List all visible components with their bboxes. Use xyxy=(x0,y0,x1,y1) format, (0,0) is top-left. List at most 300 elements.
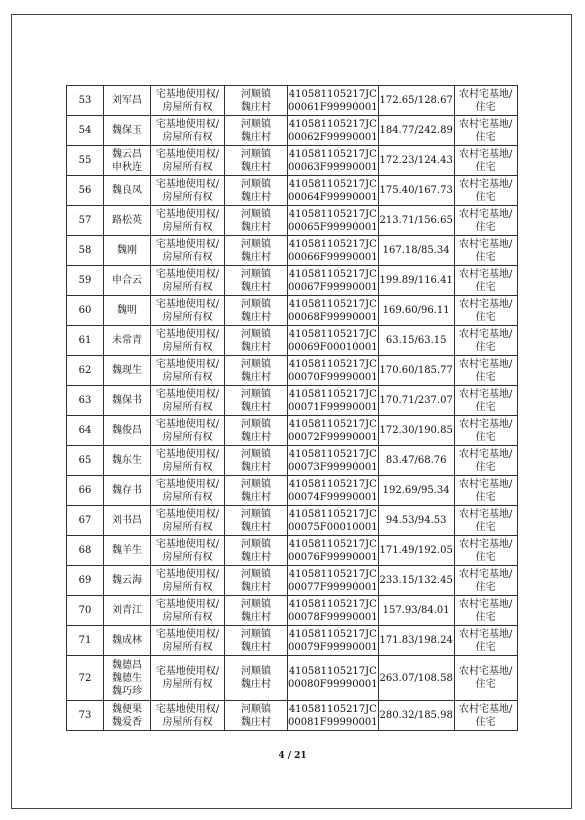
land-use-cell-line: 住宅 xyxy=(475,281,496,293)
page-number: 4 / 21 xyxy=(278,751,307,761)
owner-name-cell-line: 申秋连 xyxy=(112,161,142,173)
land-use-cell-line: 农村宅基地/ xyxy=(458,268,513,280)
parcel-code-cell-line: 410581105217JC xyxy=(288,298,377,310)
parcel-code-cell xyxy=(288,206,379,236)
table-row xyxy=(67,386,518,416)
right-type-cell-line: 房屋所有权 xyxy=(162,581,213,593)
right-type-cell xyxy=(151,356,225,386)
location-cell-line: 魏庄村 xyxy=(241,251,271,263)
area-cell: 170.60/185.77 xyxy=(378,356,454,386)
table-row xyxy=(67,266,518,296)
location-cell-line: 魏庄村 xyxy=(241,491,271,503)
location-cell-line: 河顺镇 xyxy=(241,298,271,310)
parcel-code-cell-line: 410581105217JC xyxy=(288,598,377,610)
right-type-cell-line: 宅基地使用权/ xyxy=(155,208,220,220)
right-type-cell-line: 宅基地使用权/ xyxy=(155,118,220,130)
area-cell: 172.65/128.67 xyxy=(378,86,454,116)
parcel-code-cell-line: 410581105217JC xyxy=(288,418,377,430)
land-use-cell-line: 农村宅基地/ xyxy=(458,118,513,130)
right-type-cell-line: 房屋所有权 xyxy=(162,611,213,623)
right-type-cell-line: 房屋所有权 xyxy=(162,311,213,323)
location-cell xyxy=(225,626,288,656)
land-use-cell xyxy=(454,326,517,356)
land-use-cell xyxy=(454,416,517,446)
land-use-cell-line: 农村宅基地/ xyxy=(458,538,513,550)
location-cell xyxy=(225,386,288,416)
land-use-cell-line: 农村宅基地/ xyxy=(458,666,513,677)
row-number-cell: 62 xyxy=(67,356,104,386)
location-cell-line: 河顺镇 xyxy=(241,238,271,250)
owner-name-cell-line: 魏保玉 xyxy=(112,125,142,136)
table-row xyxy=(67,206,518,236)
right-type-cell-line: 房屋所有权 xyxy=(162,551,213,563)
location-cell-line: 魏庄村 xyxy=(241,581,271,593)
right-type-cell-line: 房屋所有权 xyxy=(162,131,213,143)
row-number-cell: 61 xyxy=(67,326,104,356)
location-cell-line: 魏庄村 xyxy=(241,521,271,533)
table-row xyxy=(67,356,518,386)
right-type-cell-line: 房屋所有权 xyxy=(162,716,213,728)
parcel-code-cell-line: 410581105217JC xyxy=(288,508,377,520)
area-cell: 171.83/198.24 xyxy=(378,626,454,656)
right-type-cell xyxy=(151,326,225,356)
parcel-code-cell-line: 410581105217JC xyxy=(288,238,377,250)
parcel-code-cell xyxy=(288,566,379,596)
parcel-code-cell-line: 410581105217JC xyxy=(288,328,377,340)
records-table-body xyxy=(67,86,518,731)
parcel-code-cell-line: 00067F99990001 xyxy=(288,281,378,293)
right-type-cell-line: 房屋所有权 xyxy=(162,281,213,293)
right-type-cell xyxy=(151,86,225,116)
right-type-cell xyxy=(151,386,225,416)
location-cell xyxy=(225,656,288,701)
right-type-cell xyxy=(151,176,225,206)
land-use-cell-line: 住宅 xyxy=(475,221,496,233)
parcel-code-cell-line: 410581105217JC xyxy=(288,666,377,677)
land-use-cell-line: 住宅 xyxy=(475,521,496,533)
right-type-cell-line: 宅基地使用权/ xyxy=(155,388,220,400)
owner-name-cell xyxy=(104,446,151,476)
parcel-code-cell-line: 410581105217JC xyxy=(288,208,377,220)
right-type-cell-line: 房屋所有权 xyxy=(162,341,213,353)
land-use-cell xyxy=(454,236,517,266)
owner-name-cell xyxy=(104,416,151,446)
owner-name-cell-line: 魏保书 xyxy=(112,395,142,406)
land-use-cell-line: 农村宅基地/ xyxy=(458,298,513,310)
owner-name-cell-line: 路松英 xyxy=(112,215,142,226)
right-type-cell xyxy=(151,656,225,701)
parcel-code-cell xyxy=(288,506,379,536)
owner-name-cell-line: 魏德生 xyxy=(112,672,142,684)
area-cell: 175.40/167.73 xyxy=(378,176,454,206)
parcel-code-cell xyxy=(288,236,379,266)
parcel-code-cell-line: 00066F99990001 xyxy=(288,251,378,263)
parcel-code-cell xyxy=(288,656,379,701)
table-row xyxy=(67,626,518,656)
area-cell: 184.77/242.89 xyxy=(378,116,454,146)
land-use-cell xyxy=(454,146,517,176)
location-cell xyxy=(225,446,288,476)
location-cell-line: 魏庄村 xyxy=(241,221,271,233)
right-type-cell-line: 宅基地使用权/ xyxy=(155,666,220,677)
land-use-cell-line: 住宅 xyxy=(475,401,496,413)
parcel-code-cell-line: 00063F99990001 xyxy=(288,161,378,173)
parcel-code-cell-line: 410581105217JC xyxy=(288,538,377,550)
location-cell-line: 魏庄村 xyxy=(241,401,271,413)
area-cell: 172.23/124.43 xyxy=(378,146,454,176)
location-cell xyxy=(225,206,288,236)
area-cell: 172.30/190.85 xyxy=(378,416,454,446)
right-type-cell-line: 房屋所有权 xyxy=(162,461,213,473)
location-cell xyxy=(225,596,288,626)
row-number-cell: 69 xyxy=(67,566,104,596)
parcel-code-cell-line: 00073F99990001 xyxy=(288,461,378,473)
right-type-cell-line: 房屋所有权 xyxy=(162,641,213,653)
location-cell xyxy=(225,326,288,356)
right-type-cell-line: 房屋所有权 xyxy=(162,401,213,413)
location-cell xyxy=(225,296,288,326)
owner-name-cell-line: 魏东生 xyxy=(112,455,142,466)
right-type-cell-line: 房屋所有权 xyxy=(162,521,213,533)
parcel-code-cell-line: 410581105217JC xyxy=(288,388,377,400)
right-type-cell xyxy=(151,596,225,626)
land-use-cell-line: 农村宅基地/ xyxy=(458,358,513,370)
area-cell: 213.71/156.65 xyxy=(378,206,454,236)
parcel-code-cell-line: 00075F00010001 xyxy=(288,521,378,533)
location-cell-line: 河顺镇 xyxy=(241,148,271,160)
area-cell: 171.49/192.05 xyxy=(378,536,454,566)
location-cell-line: 魏庄村 xyxy=(241,716,271,728)
location-cell-line: 河顺镇 xyxy=(241,328,271,340)
owner-name-cell-line: 魏俊昌 xyxy=(112,425,142,436)
land-use-cell-line: 住宅 xyxy=(475,491,496,503)
owner-name-cell xyxy=(104,596,151,626)
parcel-code-cell-line: 00079F99990001 xyxy=(288,641,378,653)
land-use-cell-line: 农村宅基地/ xyxy=(458,148,513,160)
owner-name-cell-line: 申合云 xyxy=(112,275,142,286)
table-row xyxy=(67,566,518,596)
parcel-code-cell-line: 00061F99990001 xyxy=(288,101,378,113)
land-use-cell-line: 住宅 xyxy=(475,371,496,383)
row-number-cell: 66 xyxy=(67,476,104,506)
right-type-cell-line: 宅基地使用权/ xyxy=(155,703,220,715)
right-type-cell-line: 房屋所有权 xyxy=(162,221,213,233)
location-cell xyxy=(225,356,288,386)
right-type-cell-line: 房屋所有权 xyxy=(162,161,213,173)
location-cell xyxy=(225,536,288,566)
parcel-code-cell xyxy=(288,446,379,476)
location-cell xyxy=(225,146,288,176)
location-cell-line: 魏庄村 xyxy=(241,161,271,173)
row-number-cell: 59 xyxy=(67,266,104,296)
land-use-cell-line: 农村宅基地/ xyxy=(458,628,513,640)
right-type-cell-line: 房屋所有权 xyxy=(162,491,213,503)
parcel-code-cell-line: 410581105217JC xyxy=(288,703,377,715)
right-type-cell-line: 宅基地使用权/ xyxy=(155,568,220,580)
owner-name-cell-line: 刘军昌 xyxy=(112,95,142,106)
parcel-code-cell-line: 410581105217JC xyxy=(288,268,377,280)
location-cell-line: 河顺镇 xyxy=(241,448,271,460)
right-type-cell-line: 房屋所有权 xyxy=(162,191,213,203)
land-use-cell-line: 农村宅基地/ xyxy=(458,328,513,340)
land-use-cell-line: 农村宅基地/ xyxy=(458,478,513,490)
parcel-code-cell xyxy=(288,536,379,566)
land-use-cell xyxy=(454,116,517,146)
location-cell xyxy=(225,86,288,116)
row-number-cell: 70 xyxy=(67,596,104,626)
parcel-code-cell xyxy=(288,386,379,416)
parcel-code-cell xyxy=(288,326,379,356)
right-type-cell-line: 房屋所有权 xyxy=(162,431,213,443)
owner-name-cell xyxy=(104,626,151,656)
location-cell-line: 河顺镇 xyxy=(241,508,271,520)
right-type-cell-line: 宅基地使用权/ xyxy=(155,238,220,250)
area-cell: 192.69/95.34 xyxy=(378,476,454,506)
land-use-cell xyxy=(454,476,517,506)
table-row xyxy=(67,326,518,356)
land-use-cell-line: 农村宅基地/ xyxy=(458,508,513,520)
location-cell xyxy=(225,116,288,146)
owner-name-cell-line: 魏便果 xyxy=(112,703,142,715)
right-type-cell xyxy=(151,146,225,176)
table-row xyxy=(67,146,518,176)
parcel-code-cell-line: 410581105217JC xyxy=(288,88,377,100)
right-type-cell-line: 房屋所有权 xyxy=(162,101,213,113)
land-use-cell-line: 住宅 xyxy=(475,131,496,143)
owner-name-cell-line: 魏明 xyxy=(117,305,137,316)
land-use-cell-line: 住宅 xyxy=(475,431,496,443)
owner-name-cell xyxy=(104,146,151,176)
location-cell-line: 魏庄村 xyxy=(241,551,271,563)
right-type-cell-line: 宅基地使用权/ xyxy=(155,268,220,280)
right-type-cell-line: 宅基地使用权/ xyxy=(155,598,220,610)
right-type-cell-line: 宅基地使用权/ xyxy=(155,298,220,310)
table-row xyxy=(67,116,518,146)
land-use-cell-line: 农村宅基地/ xyxy=(458,703,513,715)
table-row xyxy=(67,296,518,326)
land-use-cell xyxy=(454,506,517,536)
owner-name-cell xyxy=(104,266,151,296)
location-cell-line: 河顺镇 xyxy=(241,598,271,610)
records-table xyxy=(66,85,518,731)
parcel-code-cell-line: 00062F99990001 xyxy=(288,131,378,143)
location-cell-line: 河顺镇 xyxy=(241,538,271,550)
parcel-code-cell-line: 410581105217JC xyxy=(288,148,377,160)
owner-name-cell xyxy=(104,506,151,536)
location-cell xyxy=(225,176,288,206)
location-cell xyxy=(225,416,288,446)
land-use-cell-line: 农村宅基地/ xyxy=(458,448,513,460)
land-use-cell-line: 农村宅基地/ xyxy=(458,178,513,190)
location-cell-line: 魏庄村 xyxy=(241,191,271,203)
owner-name-cell xyxy=(104,296,151,326)
owner-name-cell-line: 魏巧珍 xyxy=(112,685,142,697)
owner-name-cell xyxy=(104,356,151,386)
land-use-cell xyxy=(454,206,517,236)
parcel-code-cell xyxy=(288,86,379,116)
area-cell: 233.15/132.45 xyxy=(378,566,454,596)
right-type-cell xyxy=(151,236,225,266)
land-use-cell-line: 住宅 xyxy=(475,551,496,563)
area-cell: 83.47/68.76 xyxy=(378,446,454,476)
right-type-cell-line: 宅基地使用权/ xyxy=(155,538,220,550)
right-type-cell-line: 宅基地使用权/ xyxy=(155,628,220,640)
row-number-cell: 60 xyxy=(67,296,104,326)
owner-name-cell-line: 刘青江 xyxy=(112,605,142,616)
table-row xyxy=(67,476,518,506)
row-number-cell: 56 xyxy=(67,176,104,206)
row-number-cell: 63 xyxy=(67,386,104,416)
land-use-cell-line: 农村宅基地/ xyxy=(458,238,513,250)
land-use-cell xyxy=(454,656,517,701)
location-cell-line: 河顺镇 xyxy=(241,268,271,280)
location-cell-line: 河顺镇 xyxy=(241,388,271,400)
parcel-code-cell xyxy=(288,626,379,656)
land-use-cell-line: 农村宅基地/ xyxy=(458,208,513,220)
table-row xyxy=(67,656,518,701)
land-use-cell-line: 住宅 xyxy=(475,641,496,653)
location-cell-line: 河顺镇 xyxy=(241,666,271,677)
location-cell xyxy=(225,701,288,731)
owner-name-cell-line: 魏德昌 xyxy=(112,659,142,671)
owner-name-cell xyxy=(104,536,151,566)
land-use-cell xyxy=(454,176,517,206)
owner-name-cell xyxy=(104,236,151,266)
location-cell-line: 河顺镇 xyxy=(241,628,271,640)
right-type-cell-line: 房屋所有权 xyxy=(162,251,213,263)
owner-name-cell xyxy=(104,566,151,596)
location-cell-line: 河顺镇 xyxy=(241,118,271,130)
location-cell-line: 河顺镇 xyxy=(241,703,271,715)
owner-name-cell-line: 刘书昌 xyxy=(112,515,142,526)
parcel-code-cell xyxy=(288,476,379,506)
table-row xyxy=(67,86,518,116)
parcel-code-cell xyxy=(288,146,379,176)
owner-name-cell-line: 魏刚 xyxy=(117,245,137,256)
area-cell: 199.89/116.41 xyxy=(378,266,454,296)
owner-name-cell xyxy=(104,701,151,731)
land-use-cell xyxy=(454,86,517,116)
land-use-cell-line: 住宅 xyxy=(475,251,496,263)
right-type-cell xyxy=(151,416,225,446)
right-type-cell-line: 宅基地使用权/ xyxy=(155,358,220,370)
parcel-code-cell-line: 00065F99990001 xyxy=(288,221,378,233)
location-cell-line: 魏庄村 xyxy=(241,679,271,690)
parcel-code-cell-line: 00078F99990001 xyxy=(288,611,378,623)
location-cell xyxy=(225,236,288,266)
land-use-cell xyxy=(454,566,517,596)
land-use-cell-line: 住宅 xyxy=(475,191,496,203)
parcel-code-cell xyxy=(288,176,379,206)
right-type-cell-line: 宅基地使用权/ xyxy=(155,508,220,520)
parcel-code-cell-line: 410581105217JC xyxy=(288,178,377,190)
right-type-cell-line: 宅基地使用权/ xyxy=(155,148,220,160)
parcel-code-cell-line: 00071F99990001 xyxy=(288,401,378,413)
right-type-cell-line: 宅基地使用权/ xyxy=(155,448,220,460)
right-type-cell xyxy=(151,626,225,656)
parcel-code-cell-line: 410581105217JC xyxy=(288,358,377,370)
area-cell: 157.93/84.01 xyxy=(378,596,454,626)
location-cell-line: 河顺镇 xyxy=(241,568,271,580)
area-cell: 167.18/85.34 xyxy=(378,236,454,266)
right-type-cell-line: 宅基地使用权/ xyxy=(155,418,220,430)
row-number-cell: 58 xyxy=(67,236,104,266)
land-use-cell xyxy=(454,626,517,656)
table-row xyxy=(67,176,518,206)
table-row xyxy=(67,446,518,476)
land-use-cell xyxy=(454,266,517,296)
parcel-code-cell-line: 00072F99990001 xyxy=(288,431,378,443)
parcel-code-cell-line: 410581105217JC xyxy=(288,118,377,130)
owner-name-cell xyxy=(104,656,151,701)
parcel-code-cell xyxy=(288,296,379,326)
row-number-cell: 67 xyxy=(67,506,104,536)
row-number-cell: 68 xyxy=(67,536,104,566)
row-number-cell: 73 xyxy=(67,701,104,731)
table-row xyxy=(67,701,518,731)
parcel-code-cell xyxy=(288,701,379,731)
land-use-cell xyxy=(454,296,517,326)
owner-name-cell-line: 魏现生 xyxy=(112,365,142,376)
location-cell-line: 河顺镇 xyxy=(241,418,271,430)
row-number-cell: 65 xyxy=(67,446,104,476)
owner-name-cell-line: 魏良凤 xyxy=(112,185,142,196)
parcel-code-cell-line: 410581105217JC xyxy=(288,568,377,580)
right-type-cell-line: 宅基地使用权/ xyxy=(155,328,220,340)
location-cell-line: 魏庄村 xyxy=(241,311,271,323)
right-type-cell xyxy=(151,446,225,476)
land-use-cell xyxy=(454,596,517,626)
owner-name-cell xyxy=(104,326,151,356)
right-type-cell xyxy=(151,476,225,506)
right-type-cell-line: 房屋所有权 xyxy=(162,371,213,383)
owner-name-cell xyxy=(104,116,151,146)
row-number-cell: 72 xyxy=(67,656,104,701)
owner-name-cell xyxy=(104,206,151,236)
land-use-cell-line: 住宅 xyxy=(475,341,496,353)
row-number-cell: 71 xyxy=(67,626,104,656)
land-use-cell xyxy=(454,386,517,416)
area-cell: 170.71/237.07 xyxy=(378,386,454,416)
land-use-cell-line: 农村宅基地/ xyxy=(458,568,513,580)
land-use-cell-line: 住宅 xyxy=(475,311,496,323)
parcel-code-cell xyxy=(288,266,379,296)
land-use-cell xyxy=(454,356,517,386)
parcel-code-cell-line: 00064F99990001 xyxy=(288,191,378,203)
parcel-code-cell xyxy=(288,356,379,386)
parcel-code-cell xyxy=(288,116,379,146)
area-cell: 94.53/94.53 xyxy=(378,506,454,536)
parcel-code-cell-line: 00077F99990001 xyxy=(288,581,378,593)
location-cell-line: 魏庄村 xyxy=(241,341,271,353)
land-use-cell-line: 住宅 xyxy=(475,101,496,113)
location-cell xyxy=(225,476,288,506)
row-number-cell: 55 xyxy=(67,146,104,176)
land-use-cell-line: 住宅 xyxy=(475,581,496,593)
right-type-cell xyxy=(151,296,225,326)
parcel-code-cell xyxy=(288,416,379,446)
owner-name-cell-line: 魏爱香 xyxy=(112,716,142,728)
row-number-cell: 54 xyxy=(67,116,104,146)
location-cell-line: 河顺镇 xyxy=(241,178,271,190)
right-type-cell xyxy=(151,206,225,236)
right-type-cell xyxy=(151,506,225,536)
owner-name-cell xyxy=(104,386,151,416)
parcel-code-cell-line: 00076F99990001 xyxy=(288,551,378,563)
location-cell-line: 魏庄村 xyxy=(241,431,271,443)
owner-name-cell-line: 魏存书 xyxy=(112,485,142,496)
table-row xyxy=(67,596,518,626)
